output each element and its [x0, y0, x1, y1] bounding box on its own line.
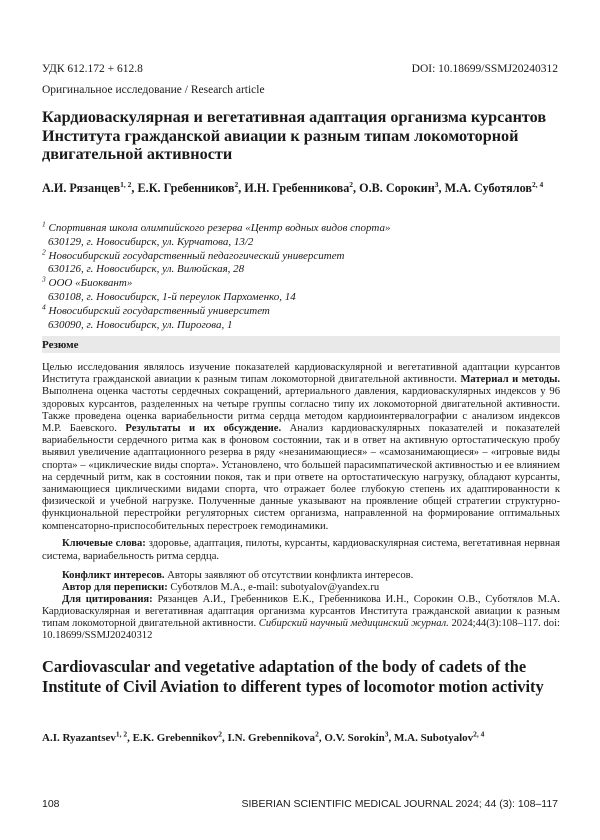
affiliation-line	[42, 219, 560, 236]
affiliation-line	[42, 302, 560, 319]
article-info	[42, 570, 560, 641]
authors-english: A.I. Ryazantsev$^{1, 2}$, E.K. Grebennikov$^2$, I.N. Grebennikova$^2$, O.V. Sorokin$^3$, M.A. Subotyalov$^{2, 4}$	[42, 729, 485, 744]
article-type: Оригинальное исследование / Research article	[42, 84, 265, 96]
abstract-methods-label: Материал и методы.	[460, 374, 560, 386]
affiliation-number: 2	[42, 246, 46, 256]
title-english: Cardiovascular and vegetative adaptation of the body of cadets of the Institute of Civil Aviation to different types of locomotor motion activity	[42, 657, 544, 696]
author-affiliation-ref: 2	[234, 179, 239, 189]
author-affiliation-ref: 2	[218, 729, 223, 739]
affiliation-number: 1	[42, 219, 46, 229]
affiliation-name: ООО «Биоквант»	[48, 277, 133, 290]
affiliation-line	[42, 246, 560, 264]
conflict-label: Конфликт интересов.	[62, 570, 165, 581]
citation	[42, 594, 560, 642]
author: O.V. Sorokin	[324, 732, 385, 744]
journal-running-footer: SIBERIAN SCIENTIFIC MEDICAL JOURNAL 2024; 44 (3): 108–117	[241, 798, 558, 810]
header-row	[42, 63, 558, 77]
author: М.А. Суботялов	[444, 181, 532, 195]
author: A.I. Ryazantsev	[42, 732, 116, 744]
abstract-results-label: Результаты и их обсуждение.	[125, 423, 282, 435]
doi: DOI: 10.18699/SSMJ20240312	[411, 63, 558, 75]
author-affiliation-ref: 1, 2	[115, 729, 128, 739]
affiliation-name: Новосибирский государственный педагогический университет	[48, 249, 345, 262]
affiliation-number: 3	[42, 274, 46, 284]
author-affiliation-ref: 2, 4	[473, 729, 485, 739]
citation-text: Рязанцев А.И., Гребенников Е.К., Гребенникова И.Н., Сорокин О.В., Суботялов М.А. Кардиоваскулярная и вегетативная адаптация организма курсантов Института гражданской авиации к разным типам локомоторной двигательной активности.	[42, 593, 560, 629]
correspondence-text: Суботялов М.А., e-mail: subotyalov@yandex.ru	[170, 581, 380, 593]
affiliation-number: 4	[42, 302, 46, 312]
correspondence-label: Автор для переписки:	[62, 581, 168, 593]
affiliation-address: 630108, г. Новосибирск, 1-й переулок Пархоменко, 14	[48, 290, 296, 303]
citation-details: 2024;44(3):108–117. doi: 10.18699/SSMJ20240312	[42, 617, 560, 641]
keywords-text: здоровье, адаптация, пилоты, курсанты, кардиоваскулярная система, вегетативная нервная система, вариабельность ритма сердца.	[42, 538, 561, 562]
keywords-label: Ключевые слова:	[62, 538, 146, 549]
affiliation-name: Спортивная школа олимпийского резерва «Центр водных видов спорта»	[48, 222, 391, 234]
author: О.В. Сорокин	[359, 181, 435, 195]
abstract-text	[42, 362, 560, 533]
affiliations	[42, 219, 560, 332]
abstract-results: Анализ кардиоваскулярных показателей и показателей вариабельности сердечного ритма как в фоновом состоянии, так и в ответ на активную ортостатическую пробу выявил увеличение адаптационного резерва в ряду «незанимающиеся» – «самозанимающиеся» – «игровые виды спорта» – «циклические виды спорта». Установлено, что большей парасимпатической активностью и ее влиянием на сердечный ритм, как в состоянии покоя, так и при ответе на ортостатическую нагрузку, обладают курсанты, занимающиеся циклическими видами спорта, что отражает более глубокую степень их адаптированности к физической и учебной нагрузке. Полученные данные указывают на проявление общей стратегии структурно-функциональной перестройки регуляторных систем организма, направленной на формирование оптимальных компенсаторно-приспособительных перестроек гемодинамики.	[42, 423, 560, 532]
conflict-text: Авторы заявляют об отсутствии конфликта интересов.	[167, 570, 414, 581]
author: E.K. Grebennikov	[132, 732, 219, 744]
author: M.A. Subotyalov	[394, 732, 474, 744]
abstract-aim: Целью исследования являлось изучение показателей кардиоваскулярной и вегетативной адаптации курсантов Института гражданской авиации к разным типам локомоторной двигательной активности.	[42, 362, 560, 386]
author-affiliation-ref: 2, 4	[531, 179, 544, 189]
author-affiliation-ref: 2	[315, 729, 319, 739]
udc-code: УДК 612.172 + 612.8	[42, 63, 143, 75]
affiliation-line	[42, 274, 560, 291]
conflict-of-interest	[42, 570, 560, 582]
abstract-methods: Выполнена оценка частоты сердечных сокращений, артериального давления, кардиоваскулярных индексов у 96 здоровых курсантов, разделенных на четыре группы согласно типу их локомоторной двигательной активности. Также проведена оценка вариабельности ритма сердца методом кардиоинтервалографии с анализом индексов М.Р. Баевского.	[42, 386, 560, 435]
author-affiliation-ref: 3	[434, 179, 439, 189]
author: Е.К. Гребенников	[137, 181, 235, 195]
affiliation-address: 630126, г. Новосибирск, ул. Вилюйская, 28	[48, 263, 245, 276]
citation-journal: Сибирский научный медицинский журнал.	[258, 617, 449, 629]
author-affiliation-ref: 1, 2	[120, 179, 132, 189]
affiliation-address: 630090, г. Новосибирск, ул. Пирогова, 1	[48, 318, 233, 331]
author-affiliation-ref: 2	[349, 179, 354, 189]
abstract-heading: Резюме	[42, 339, 79, 351]
correspondence	[42, 582, 560, 594]
abstract-heading-bar	[42, 336, 560, 353]
keywords	[42, 537, 560, 563]
page-number: 108	[42, 798, 60, 810]
affiliation-name: Новосибирский государственный университет	[48, 304, 270, 317]
title-russian: Кардиоваскулярная и вегетативная адаптация организма курсантов Института гражданской авиации к разным типам локомоторной двигательной активности	[42, 108, 547, 163]
author: И.Н. Гребенникова	[244, 181, 350, 195]
authors-russian: А.И. Рязанцев$^{1, 2}$, Е.К. Гребенников$^2$, И.Н. Гребенникова$^2$, О.В. Сорокин$^3$, М.А. Суботялов$^{2, 4}$	[42, 179, 544, 195]
author-affiliation-ref: 3	[384, 729, 389, 739]
author: I.N. Grebennikova	[227, 732, 316, 744]
author: А.И. Рязанцев	[42, 181, 121, 195]
citation-label: Для цитирования:	[62, 593, 153, 605]
page-footer	[42, 798, 558, 812]
affiliation-address: 630129, г. Новосибирск, ул. Курчатова, 13/2	[48, 235, 254, 248]
